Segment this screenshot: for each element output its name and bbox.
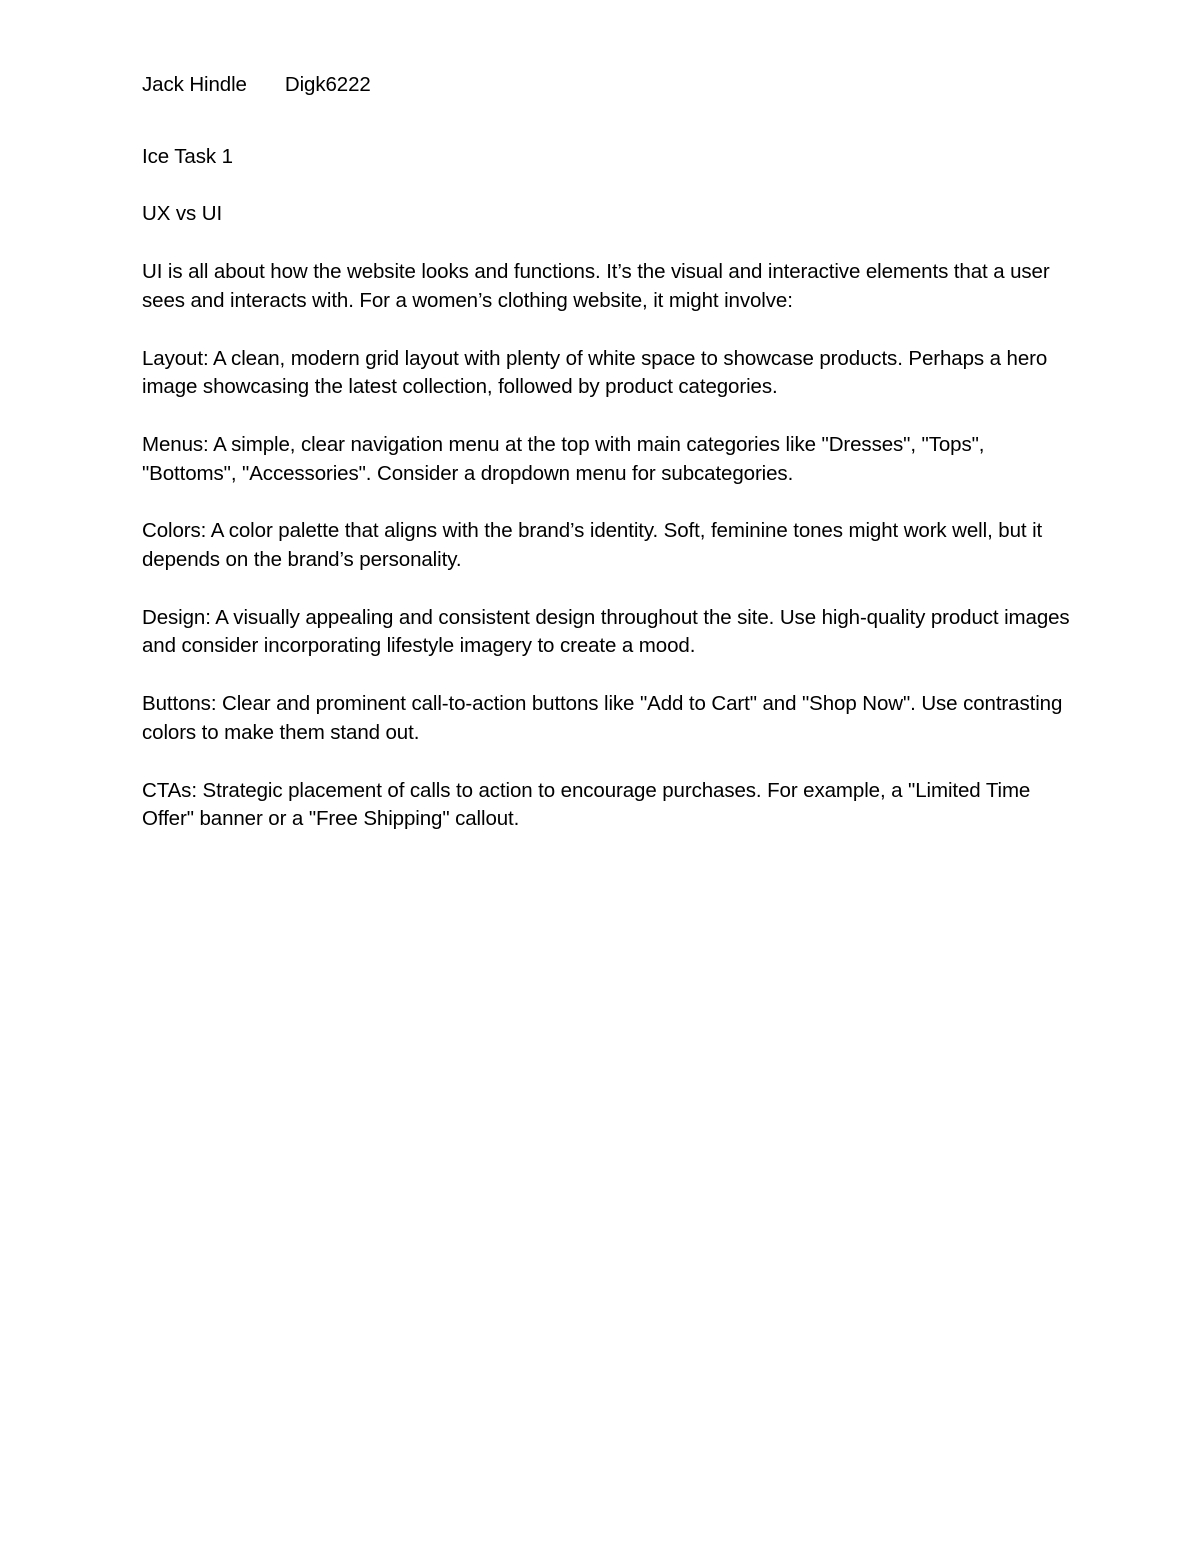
course-code: Digk6222 <box>284 73 371 96</box>
paragraph-menus: Menus: A simple, clear navigation menu at the top with main categories like "Dresses", "Tops", "Bottoms", "Accessories". Consider a dropdown menu for subcategories. <box>142 432 985 485</box>
paragraph-layout: Layout: A clean, modern grid layout with plenty of white space to showcase products. Perhaps a hero image showcasing the latest collection, followed by product categories. <box>142 346 1048 399</box>
paragraph-buttons: Buttons: Clear and prominent call-to-action buttons like "Add to Cart" and "Shop Now". Use contrasting colors to make them stand out. <box>142 692 1063 744</box>
document-subtitle: UX vs UI <box>142 202 223 226</box>
paragraph-colors: Colors: A color palette that aligns with the brand’s identity. Soft, feminine tones might work well, but it depends on the brand’s personality. <box>142 519 1043 572</box>
document-body <box>142 71 1072 863</box>
paragraph-design: Design: A visually appealing and consistent design throughout the site. Use high-quality product images and consider incorporating lifestyle imagery to create a mood. <box>142 605 1070 658</box>
task-title: Ice Task 1 <box>142 144 233 168</box>
paragraph-intro: UI is all about how the website looks and functions. It’s the visual and interactive elements that a user sees and interacts with. For a women’s clothing website, it might involve: <box>142 260 1050 312</box>
author-line <box>142 71 1072 100</box>
author-name: Jack Hindle <box>142 73 247 96</box>
paragraph-ctas: CTAs: Strategic placement of calls to action to encourage purchases. For example, a "Limited Time Offer" banner or a "Free Shipping" callout. <box>142 778 1031 831</box>
